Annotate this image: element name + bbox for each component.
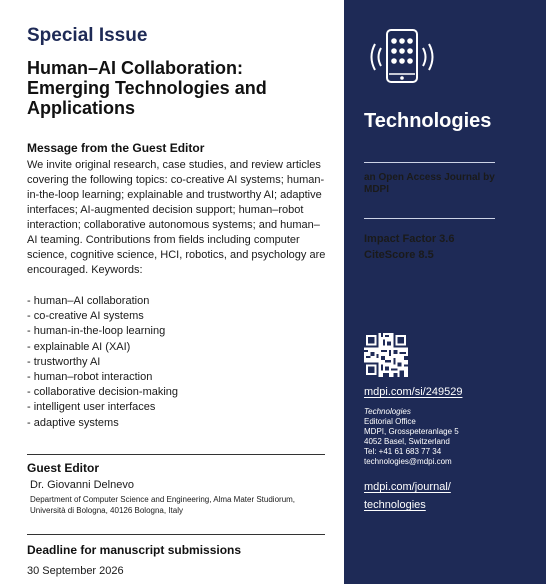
office-line: Tel: +41 61 683 77 34 — [364, 447, 442, 456]
guest-editor-affiliation: Department of Computer Science and Engineering, Alma Mater Studiorum, Università di Bologna, 40126 Bologna, Italy — [30, 495, 296, 515]
issue-link[interactable]: mdpi.com/si/249529 — [364, 386, 463, 398]
deadline-heading: Deadline for manuscript submissions — [27, 543, 242, 557]
journal-name: Technologies — [364, 110, 492, 132]
impact-factor: Impact Factor 3.6 — [364, 233, 455, 245]
keyword-list — [27, 294, 327, 431]
office-line: MDPI, Grosspeteranlage 5 — [364, 427, 459, 436]
tablet-apps-icon — [369, 28, 435, 86]
office-journal: Technologies — [364, 407, 411, 416]
journal-tagline: an Open Access Journal by MDPI — [364, 172, 495, 195]
keyword-item: - intelligent user interfaces — [27, 400, 327, 415]
journal-link-continued[interactable]: technologies — [364, 499, 426, 511]
editorial-office — [364, 407, 459, 467]
deadline-date: 30 September 2026 — [27, 565, 124, 577]
special-issue-label: Special Issue — [27, 25, 148, 46]
divider — [27, 534, 325, 535]
keyword-item: - explainable AI (XAI) — [27, 340, 327, 355]
guest-editor-name: Dr. Giovanni Delnevo — [30, 479, 134, 491]
guest-editor-heading: Guest Editor — [27, 461, 100, 475]
panel-divider — [364, 218, 495, 219]
message-heading: Message from the Guest Editor — [27, 141, 205, 155]
journal-link[interactable]: mdpi.com/journal/ — [364, 481, 451, 493]
panel-divider — [364, 162, 495, 163]
office-line: 4052 Basel, Switzerland — [364, 437, 450, 446]
issue-title: Human–AI Collaboration: Emerging Technologies and Applications — [27, 58, 267, 118]
office-line: Editorial Office — [364, 417, 416, 426]
keyword-item: - trustworthy AI — [27, 355, 327, 370]
keyword-item: - co-creative AI systems — [27, 309, 327, 324]
keyword-item: - adaptive systems — [27, 416, 327, 431]
citescore: CiteScore 8.5 — [364, 249, 434, 261]
keyword-item: - human-in-the-loop learning — [27, 324, 327, 339]
message-body: We invite original research, case studies, and review articles covering the following topics: co-creative AI systems; human-in-the-loop learning; explainable and trustworthy AI; adaptive interfaces; AI-augmented decision support; human–robot interaction; collaborative autonomous systems; and human–AI teaming. Contributions from fields including computer science, cognitive science, HCI, robotics, and psychology are encouraged. Keywords: — [27, 159, 326, 276]
qr-code-icon — [364, 333, 408, 377]
journal-panel — [344, 0, 546, 584]
office-email[interactable]: technologies@mdpi.com — [364, 457, 452, 466]
keyword-item: - human–robot interaction — [27, 370, 327, 385]
divider — [27, 454, 325, 455]
keyword-item: - collaborative decision-making — [27, 385, 327, 400]
keyword-item: - human–AI collaboration — [27, 294, 327, 309]
